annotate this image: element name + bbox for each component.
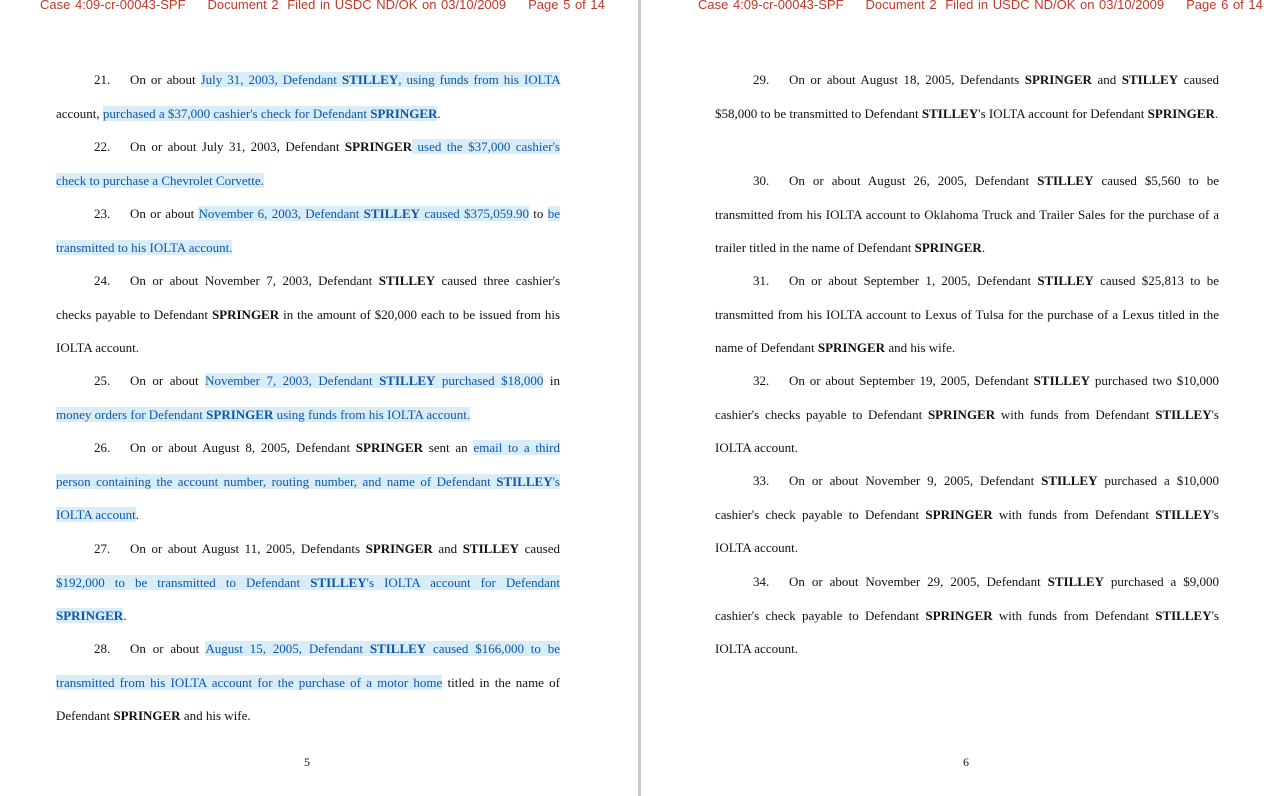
- paragraph-32: 32. On or about September 19, 2005, Defendant STILLEY purchased two $10,000 cashier's checks payable to Defendant SPRINGER with funds from Defendant STILLEY's IOLTA account.: [715, 373, 1219, 455]
- document-number: Document 2: [865, 0, 937, 12]
- paragraph-21: 21. On or about July 31, 2003, Defendant STILLEY, using funds from his IOLTA account, purchased a $37,000 cashier's check for Defendant SPRINGER.: [56, 72, 560, 121]
- document-page-left: [0, 0, 638, 796]
- paragraph-27: 27. On or about August 11, 2005, Defendants SPRINGER and STILLEY caused $192,000 to be transmitted to Defendant STILLEY's IOLTA account for Defendant SPRINGER.: [56, 541, 561, 623]
- filed-info: Filed in USDC ND/OK on 03/10/2009: [945, 0, 1165, 12]
- paragraph-29: 29. On or about August 18, 2005, Defendants SPRINGER and STILLEY caused $58,000 to be transmitted to Defendant STILLEY's IOLTA account for Defendant SPRINGER.: [715, 72, 1220, 121]
- paragraph-28: 28. On or about August 15, 2005, Defendant STILLEY caused $166,000 to be transmitted from his IOLTA account for the purchase of a motor home titled in the name of Defendant SPRINGER and his wife.: [56, 641, 560, 723]
- paragraph-24: 24. On or about November 7, 2003, Defendant STILLEY caused three cashier's checks payable to Defendant SPRINGER in the amount of $20,000 each to be issued from his IOLTA account.: [56, 273, 561, 355]
- paragraph-31: 31. On or about September 1, 2005, Defendant STILLEY caused $25,813 to be transmitted from his IOLTA account to Lexus of Tulsa for the purchase of a Lexus titled in the name of Defendant SPRINGER and his wife.: [715, 273, 1219, 355]
- paragraph-33: 33. On or about November 9, 2005, Defendant STILLEY purchased a $10,000 cashier's check payable to Defendant SPRINGER with funds from Defendant STILLEY's IOLTA account.: [715, 473, 1220, 555]
- case-number: Case 4:09-cr-00043-SPF: [698, 0, 844, 12]
- paragraph-25: 25. On or about November 7, 2003, Defendant STILLEY purchased $18,000 in money orders for Defendant SPRINGER using funds from his IOLTA account.: [56, 373, 560, 422]
- paragraph-22: 22. On or about July 31, 2003, Defendant SPRINGER used the $37,000 cashier's check to purchase a Chevrolet Corvette.: [56, 139, 560, 188]
- document-number: Document 2: [207, 0, 279, 12]
- filed-info: Filed in USDC ND/OK on 03/10/2009: [287, 0, 507, 12]
- page-indicator: Page 5 of 14: [528, 0, 605, 12]
- page-indicator: Page 6 of 14: [1186, 0, 1263, 12]
- paragraph-34: 34. On or about November 29, 2005, Defendant STILLEY purchased a $9,000 cashier's check payable to Defendant SPRINGER with funds from Defendant STILLEY's IOLTA account.: [715, 574, 1220, 656]
- page-header-right: [698, 0, 1280, 12]
- page-number-right: 6: [963, 755, 969, 769]
- paragraph-23: 23. On or about November 6, 2003, Defendant STILLEY caused $375,059.90 to be transmitted to his IOLTA account.: [56, 206, 560, 255]
- paragraph-30: 30. On or about August 26, 2005, Defendant STILLEY caused $5,560 to be transmitted from his IOLTA account to Oklahoma Truck and Trailer Sales for the purchase of a trailer titled in the name of Defendant SPRINGER.: [715, 173, 1219, 255]
- paragraph-26: 26. On or about August 8, 2005, Defendant SPRINGER sent an email to a third person containing the account number, routing number, and name of Defendant STILLEY's IOLTA account.: [56, 440, 560, 522]
- page-header-left: [40, 0, 627, 12]
- document-page-right: [641, 0, 1280, 796]
- case-number: Case 4:09-cr-00043-SPF: [40, 0, 186, 12]
- page-number-left: 5: [304, 755, 310, 769]
